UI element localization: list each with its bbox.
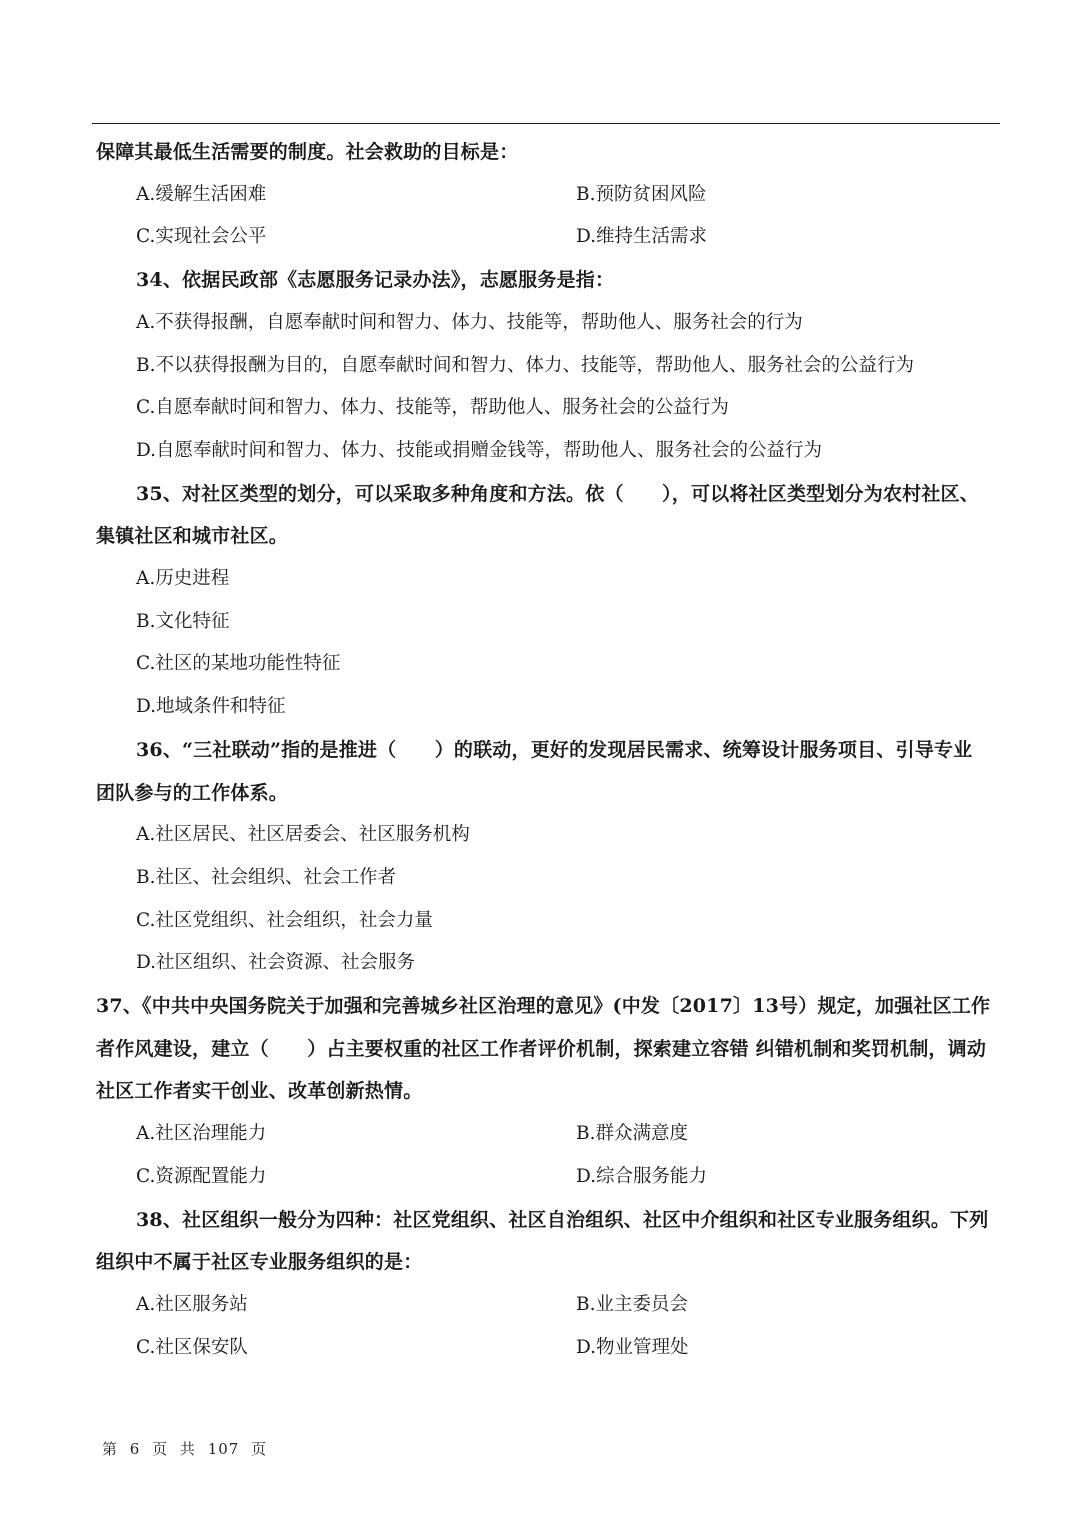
footer-word: 第 — [102, 1440, 119, 1458]
option-c: C.资源配置能力 — [136, 1165, 267, 1187]
question-34: 34、依据民政部《志愿服务记录办法》，志愿服务是指： — [136, 269, 615, 292]
option-row — [96, 1327, 996, 1370]
option-row — [96, 174, 996, 217]
question-continuation: 保障其最低生活需要的制度。社会救助的目标是： — [96, 141, 519, 163]
option-b: B.业主委员会 — [576, 1293, 688, 1315]
option-a: A.社区居民、社区居委会、社区服务机构 — [136, 824, 470, 846]
content — [96, 131, 996, 1369]
option-d: D.社区组织、社会资源、社会服务 — [136, 952, 416, 974]
option-d: D.综合服务能力 — [576, 1165, 708, 1187]
option-b: B.预防贫困风险 — [576, 183, 707, 205]
option-row — [96, 1284, 996, 1327]
option-d: D.自愿奉献时间和智力、体力、技能或捐赠金钱等，帮助他人、服务社会的公益行为 — [136, 439, 823, 461]
question-36-line-2: 团队参与的工作体系。 — [96, 781, 289, 804]
footer-word: 页 — [251, 1440, 268, 1458]
option-row — [96, 1113, 996, 1156]
question-36-line-1: 36、“三社联动”指的是推进（ ）的联动，更好的发现居民需求、统筹设计服务项目、引导专业 — [136, 738, 973, 761]
option-c: C.社区党组织、社会组织，社会力量 — [136, 909, 433, 931]
option-b: B.群众满意度 — [576, 1123, 688, 1145]
option-row — [96, 216, 996, 259]
footer-word: 共 — [179, 1440, 196, 1458]
option-d: D.地域条件和特征 — [136, 696, 286, 718]
page-number: 6 — [129, 1440, 141, 1458]
total-pages: 107 — [207, 1440, 240, 1458]
option-a: A.社区治理能力 — [136, 1123, 267, 1145]
question-37-line-3: 社区工作者实干创业、改革创新热情。 — [96, 1080, 423, 1103]
option-a: A.历史进程 — [136, 568, 230, 590]
option-d: D.物业管理处 — [576, 1336, 689, 1358]
page-footer — [102, 1438, 273, 1459]
question-37-line-1: 37、《中共中央国务院关于加强和完善城乡社区治理的意见》(中发〔2017〕13号）规定，加强社区工作 — [96, 995, 991, 1018]
option-b: B.不以获得报酬为目的，自愿奉献时间和智力、体力、技能等，帮助他人、服务社会的公益行为 — [136, 354, 914, 376]
option-row — [96, 1156, 996, 1199]
option-c: C.自愿奉献时间和智力、体力、技能等，帮助他人、服务社会的公益行为 — [136, 397, 729, 419]
option-b: B.文化特征 — [136, 610, 230, 632]
option-c: C.社区保安队 — [136, 1336, 248, 1358]
option-a: A.社区服务站 — [136, 1293, 248, 1315]
option-b: B.社区、社会组织、社会工作者 — [136, 866, 396, 888]
question-35-line-2: 集镇社区和城市社区。 — [96, 525, 289, 548]
question-35-line-1: 35、对社区类型的划分，可以采取多种角度和方法。依（ ），可以将社区类型划分为农村社区、 — [136, 482, 979, 505]
option-a: A.缓解生活困难 — [136, 183, 267, 205]
footer-word: 页 — [152, 1440, 169, 1458]
question-38-line-1: 38、社区组织一般分为四种：社区党组织、社区自治组织、社区中介组织和社区专业服务组织。下列 — [136, 1208, 989, 1231]
option-d: D.维持生活需求 — [576, 226, 708, 248]
option-a: A.不获得报酬，自愿奉献时间和智力、体力、技能等，帮助他人、服务社会的行为 — [136, 311, 803, 333]
question-37-line-2: 者作风建设，建立（ ）占主要权重的社区工作者评价机制，探索建立容错 纠错机制和奖罚机制，调动 — [96, 1037, 987, 1060]
option-c: C.实现社会公平 — [136, 226, 267, 248]
header-rule — [92, 123, 1000, 124]
option-c: C.社区的某地功能性特征 — [136, 653, 341, 675]
question-38-line-2: 组织中不属于社区专业服务组织的是： — [96, 1251, 423, 1274]
